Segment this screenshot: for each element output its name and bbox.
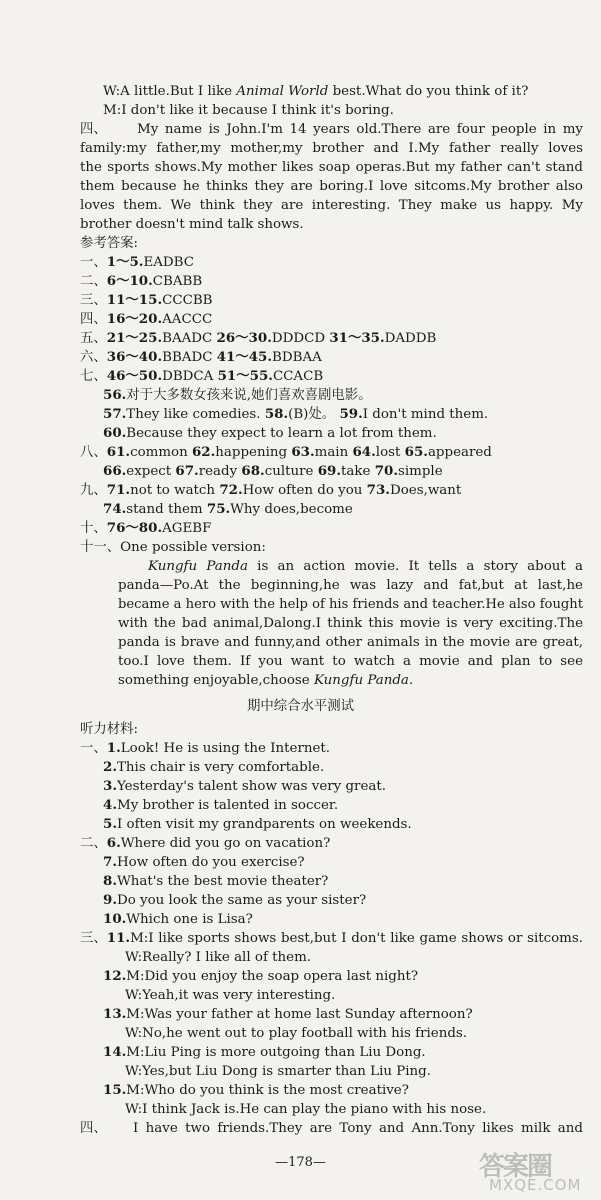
text-line — [0, 329, 601, 348]
text-run: Does,want — [389, 483, 462, 498]
text-run: culture — [264, 464, 318, 479]
line-text — [80, 329, 436, 348]
text-run: 五、 — [80, 331, 107, 346]
text-line — [0, 215, 601, 234]
text-run: expect — [126, 464, 176, 479]
text-line — [0, 481, 601, 500]
item-number: 62. — [191, 444, 216, 460]
text-run: I often visit my grandparents on weekends. — [116, 817, 412, 832]
watermark-text: 答案圈 — [479, 1152, 552, 1182]
text-run: M:I don't like it because I think it's boring. — [103, 103, 394, 118]
line-text — [103, 815, 412, 834]
text-run: AACCC — [162, 312, 213, 327]
line-text — [80, 538, 266, 557]
text-run: M:I like sports shows best,but I don't like game shows or sitcoms. — [130, 931, 583, 946]
item-number: 60. — [103, 425, 127, 441]
item-number: 36～40. — [106, 349, 163, 365]
text-run: Do you look the same as your sister? — [116, 893, 367, 908]
italic-title: Animal World — [236, 84, 329, 99]
item-number: 46～50. — [106, 368, 163, 384]
text-line — [0, 697, 601, 716]
item-number: 12. — [103, 968, 127, 984]
text-run: lost — [375, 445, 405, 460]
text-run: BBADC — [162, 350, 217, 365]
text-run: M:Who do you think is the most creative? — [126, 1083, 409, 1098]
text-line — [0, 120, 601, 139]
item-number: 68. — [241, 463, 265, 479]
text-line — [0, 519, 601, 538]
text-run: I have two friends.They are Tony and Ann.Tony likes milk and — [133, 1121, 583, 1136]
text-run: became a hero with the help of his friends and teacher.He also fought — [118, 597, 583, 612]
text-run: . — [408, 673, 414, 688]
text-line — [0, 386, 601, 405]
item-number: 9. — [103, 892, 117, 908]
text-run: CCACB — [272, 369, 324, 384]
line-text — [80, 234, 138, 253]
watermark-logo — [479, 1146, 597, 1194]
text-line — [0, 633, 601, 652]
text-line — [0, 310, 601, 329]
item-number: 67. — [175, 463, 199, 479]
line-text — [80, 215, 304, 234]
text-run: BAADC — [162, 331, 217, 346]
text-run: Which one is Lisa? — [126, 912, 253, 927]
line-text — [80, 367, 323, 386]
text-run: take — [341, 464, 375, 479]
text-run: CBABB — [152, 274, 203, 289]
line-text — [80, 177, 583, 196]
item-number: 2. — [103, 759, 117, 775]
text-run: loves them. We think they are interesting. They make us happy. My — [80, 198, 583, 213]
line-text — [80, 834, 330, 853]
text-line — [0, 538, 601, 557]
item-number: 14. — [103, 1044, 127, 1060]
item-number: 4. — [103, 797, 117, 813]
text-run: BDBAA — [272, 350, 322, 365]
text-run: 二、 — [80, 836, 107, 851]
item-number: 70. — [374, 463, 398, 479]
line-text — [103, 967, 418, 986]
text-line — [0, 405, 601, 424]
text-run: How often do you — [242, 483, 367, 498]
text-run: main — [314, 445, 353, 460]
text-run: How often do you exercise? — [116, 855, 305, 870]
text-run: 对于大多数女孩来说,她们喜欢喜剧电影。 — [126, 388, 372, 403]
line-text — [118, 595, 583, 614]
text-run: family:my father,my mother,my brother and I.My father really loves — [80, 141, 583, 156]
text-line — [0, 348, 601, 367]
text-line — [0, 758, 601, 777]
text-run: them because he thinks they are boring.I love sitcoms.My brother also — [80, 179, 583, 194]
page-number: —178— — [275, 1155, 326, 1170]
text-run: panda is brave and funny,and other animals in the movie are great, — [118, 635, 583, 650]
text-line — [0, 834, 601, 853]
text-run: W:Yeah,it was very interesting. — [125, 988, 336, 1003]
item-number: 11. — [106, 930, 131, 946]
item-number: 15. — [103, 1082, 127, 1098]
text-line — [0, 1100, 601, 1119]
text-line — [0, 196, 601, 215]
text-line — [0, 291, 601, 310]
text-run: What's the best movie theater? — [116, 874, 329, 889]
text-run: AGEBF — [162, 521, 212, 536]
text-run: 六、 — [80, 350, 107, 365]
line-text — [103, 1005, 473, 1024]
text-line — [0, 101, 601, 120]
line-text — [103, 424, 437, 443]
text-line — [0, 500, 601, 519]
line-text — [103, 853, 305, 872]
text-run: W:No,he went out to play football with his friends. — [125, 1026, 468, 1041]
item-number: 75. — [206, 501, 231, 517]
line-text — [118, 633, 583, 652]
item-number: 31～35. — [329, 330, 385, 346]
item-number: 59. — [339, 406, 363, 422]
item-number: 73. — [366, 482, 390, 498]
text-run: M:Liu Ping is more outgoing than Liu Dong. — [126, 1045, 426, 1060]
line-text — [80, 139, 583, 158]
line-text — [80, 348, 322, 367]
text-run: 二、 — [80, 274, 107, 289]
item-number: 13. — [103, 1006, 127, 1022]
line-text — [103, 1081, 409, 1100]
text-run: 四、 — [80, 122, 107, 137]
line-text — [80, 196, 583, 215]
line-text — [80, 310, 212, 329]
text-run: 九、 — [80, 483, 107, 498]
item-number: 41～45. — [216, 349, 273, 365]
line-text — [103, 910, 253, 929]
item-number: 64. — [352, 444, 376, 460]
line-text — [118, 576, 583, 595]
text-run: My name is John.I'm 14 years old.There are four people in my — [137, 122, 583, 137]
item-number: 71. — [106, 482, 131, 498]
item-number: 66. — [103, 463, 127, 479]
text-run: DDDCD — [271, 331, 330, 346]
text-run: Look! He is using the Internet. — [120, 741, 331, 756]
line-text — [103, 872, 328, 891]
text-line — [0, 796, 601, 815]
italic-title: Kungfu Panda — [148, 559, 248, 574]
line-text — [103, 82, 528, 101]
italic-title: Kungfu Panda — [313, 673, 409, 688]
text-run: too.I love them. If you want to watch a movie and plan to see — [118, 654, 583, 669]
item-number: 56. — [103, 387, 127, 403]
line-text — [103, 101, 394, 120]
line-text — [80, 272, 202, 291]
item-number: 26～30. — [216, 330, 272, 346]
text-run: DBDCA — [162, 369, 218, 384]
text-run: the sports shows.My mother likes soap operas.But my father can't stand — [80, 160, 583, 175]
text-line — [0, 777, 601, 796]
line-text — [103, 462, 443, 481]
item-number: 11～15. — [106, 292, 163, 308]
text-run: 七、 — [80, 369, 107, 384]
text-line — [0, 614, 601, 633]
item-number: 16～20. — [106, 311, 163, 327]
text-line — [0, 1024, 601, 1043]
item-number: 5. — [103, 816, 117, 832]
text-run: I don't mind them. — [362, 407, 489, 422]
item-number: 7. — [103, 854, 117, 870]
line-text — [125, 1100, 486, 1119]
text-run: 三、 — [80, 293, 107, 308]
text-run: 听力材料: — [80, 722, 139, 737]
text-run: 参考答案: — [80, 236, 139, 251]
item-number: 6～10. — [106, 273, 153, 289]
line-text — [80, 253, 194, 272]
item-number: 65. — [404, 444, 428, 460]
text-line — [0, 595, 601, 614]
text-run: M:Did you enjoy the soap opera last night? — [126, 969, 419, 984]
text-line — [0, 177, 601, 196]
text-line — [0, 1062, 601, 1081]
line-text — [103, 891, 366, 910]
line-text — [103, 500, 353, 519]
text-run: CCCBB — [162, 293, 213, 308]
text-line — [0, 948, 601, 967]
item-number: 21～25. — [106, 330, 163, 346]
text-run: 十一、One possible version: — [80, 540, 266, 555]
line-text — [137, 120, 583, 139]
line-text — [103, 1043, 426, 1062]
line-text — [103, 386, 372, 405]
line-text — [80, 739, 330, 758]
line-text — [80, 519, 211, 538]
text-run: 四、 — [80, 312, 107, 327]
text-run: W:A little.But I like — [103, 84, 237, 99]
text-run: 四、 — [80, 1121, 107, 1136]
text-run: 一、 — [80, 741, 107, 756]
item-number: 51～55. — [217, 368, 273, 384]
text-line — [0, 720, 601, 739]
line-text — [118, 652, 583, 671]
text-line — [0, 986, 601, 1005]
text-run: appeared — [427, 445, 492, 460]
text-line — [0, 815, 601, 834]
text-run: DADDB — [384, 331, 437, 346]
line-text — [80, 929, 583, 948]
text-run: They like comedies. — [126, 407, 265, 422]
text-run: with the bad animal,Dalong.I think this movie is very exciting.The — [118, 616, 583, 631]
text-run: brother doesn't mind talk shows. — [80, 217, 304, 232]
line-text — [0, 697, 601, 716]
line-text — [103, 405, 488, 424]
text-line — [0, 576, 601, 595]
text-line — [0, 272, 601, 291]
text-line — [0, 158, 601, 177]
text-line — [0, 424, 601, 443]
line-text — [80, 158, 583, 177]
line-text — [80, 291, 213, 310]
text-line — [0, 1119, 601, 1138]
text-run: Because they expect to learn a lot from them. — [126, 426, 437, 441]
item-number: 58. — [264, 406, 289, 422]
text-line — [0, 1043, 601, 1062]
line-text — [133, 1119, 583, 1138]
item-number: 63. — [291, 444, 315, 460]
line-text — [103, 777, 386, 796]
text-run: W:Really? I like all of them. — [125, 950, 312, 965]
text-run: ready — [198, 464, 242, 479]
text-line — [0, 367, 601, 386]
line-text — [125, 986, 335, 1005]
text-run: 期中综合水平测试 — [246, 699, 355, 714]
line-text — [118, 614, 583, 633]
text-run: EADBC — [143, 255, 194, 270]
text-line — [0, 82, 601, 101]
text-run: W:I think Jack is.He can play the piano with his nose. — [125, 1102, 487, 1117]
text-run: is an action movie. It tells a story about a — [247, 559, 583, 574]
line-text — [125, 1024, 467, 1043]
line-text — [103, 796, 338, 815]
item-number: 76～80. — [106, 520, 163, 536]
line-text — [103, 758, 324, 777]
item-number: 74. — [103, 501, 127, 517]
text-line — [0, 234, 601, 253]
text-line — [0, 671, 601, 690]
text-run: stand them — [126, 502, 207, 517]
text-line — [0, 462, 601, 481]
item-number: 1. — [106, 740, 121, 756]
line-text — [148, 557, 583, 576]
text-line — [0, 739, 601, 758]
item-number: 72. — [219, 482, 243, 498]
text-line — [0, 891, 601, 910]
text-run: Where did you go on vacation? — [120, 836, 331, 851]
text-line — [0, 253, 601, 272]
text-run: (B)处。 — [288, 407, 340, 422]
line-text — [125, 1062, 431, 1081]
text-line — [0, 652, 601, 671]
item-number: 57. — [103, 406, 127, 422]
watermark-url: MXQE.COM — [489, 1176, 582, 1194]
text-line — [0, 1005, 601, 1024]
item-number: 8. — [103, 873, 117, 889]
text-line — [0, 443, 601, 462]
text-line — [0, 967, 601, 986]
text-run: best.What do you think of it? — [328, 84, 529, 99]
text-run: Why does,become — [230, 502, 353, 517]
text-line — [0, 1081, 601, 1100]
item-number: 3. — [103, 778, 117, 794]
text-line — [0, 853, 601, 872]
text-run: simple — [397, 464, 443, 479]
item-number: 69. — [317, 463, 342, 479]
text-run: happening — [215, 445, 292, 460]
line-text — [125, 948, 311, 967]
text-run: Yesterday's talent show was very great. — [116, 779, 387, 794]
text-run: 三、 — [80, 931, 107, 946]
line-text — [118, 671, 413, 690]
text-run: common — [130, 445, 192, 460]
text-run: M:Was your father at home last Sunday afternoon? — [126, 1007, 473, 1022]
item-number: 10. — [103, 911, 127, 927]
text-run: W:Yes,but Liu Dong is smarter than Liu Ping. — [125, 1064, 431, 1079]
text-run: 八、 — [80, 445, 107, 460]
text-run: 十、 — [80, 521, 107, 536]
text-line — [0, 929, 601, 948]
text-line — [0, 872, 601, 891]
text-line — [0, 910, 601, 929]
line-text — [80, 443, 492, 462]
text-run: My brother is talented in soccer. — [116, 798, 339, 813]
text-line — [0, 139, 601, 158]
text-run: panda—Po.At the beginning,he was lazy and fat,but at last,he — [118, 578, 583, 593]
text-run: not to watch — [130, 483, 220, 498]
text-run: This chair is very comfortable. — [116, 760, 325, 775]
text-run: something enjoyable,choose — [118, 673, 314, 688]
item-number: 1～5. — [106, 254, 144, 270]
line-text — [80, 720, 138, 739]
item-number: 61. — [106, 444, 131, 460]
text-line — [0, 557, 601, 576]
text-run: 一、 — [80, 255, 107, 270]
item-number: 6. — [106, 835, 121, 851]
line-text — [80, 481, 461, 500]
